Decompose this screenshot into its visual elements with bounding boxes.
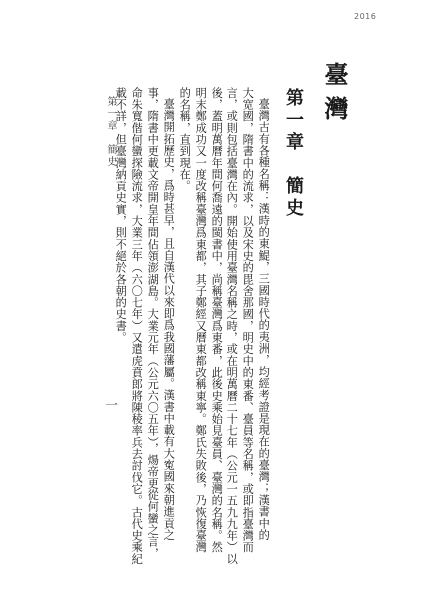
folio: 一 <box>102 398 117 411</box>
text-line: 後，蓋明萬曆年間何喬遠的閩書中，尚稱臺灣爲東番，此後史乘始見臺員、臺灣的名稱。然 <box>210 87 224 553</box>
text-line: 明末鄭成功又一度改稱臺灣爲東都，其子鄭經又曆東都改稱東寧。鄭氏失敗後，乃恢復臺灣 <box>194 87 208 553</box>
chapter-title: 第一章 簡史 <box>283 88 304 220</box>
page-title: 臺灣 <box>320 62 349 130</box>
text-line: 命朱寬偕何蠻探險流求，大業三年（六〇七年）又遣虎賁郎將陳稜率兵去討伐它。古代史乘紀 <box>130 87 144 565</box>
text-line: 載不詳，但臺灣納貢史實，則不絕於各朝的史書。 <box>114 87 128 344</box>
page-number: 2016 <box>354 12 377 21</box>
text-line: 大宽國，隋書中的流求，以及宋史的毘舍那國，明史中的東番、臺員等名稱，或即指臺灣而 <box>241 87 255 553</box>
text-line: 的名稱，直到現在。 <box>178 87 192 192</box>
text-line: 言，或則包括臺灣在內。開始使用臺灣名稱之時，或在明萬曆二十七年（公元一五九九年）以 <box>225 87 239 565</box>
text-line: 臺灣開拓歷史，爲時甚早，且自漢代以來即爲我國藩屬。漢書中載有大寃國來朝進貢之 <box>162 98 176 541</box>
text-line: 臺灣古有各種名稱：漢時的東鯷，三國時代的夷洲，均經考證是現在的臺灣；漢書中的 <box>257 98 271 541</box>
running-head: 第一章 簡史 <box>105 96 116 168</box>
text-line: 事，隋書中更載文帝開皇年間佔領澎湖島。大業元年（公元六〇五年），煬帝更從何蠻之言， <box>146 87 160 560</box>
